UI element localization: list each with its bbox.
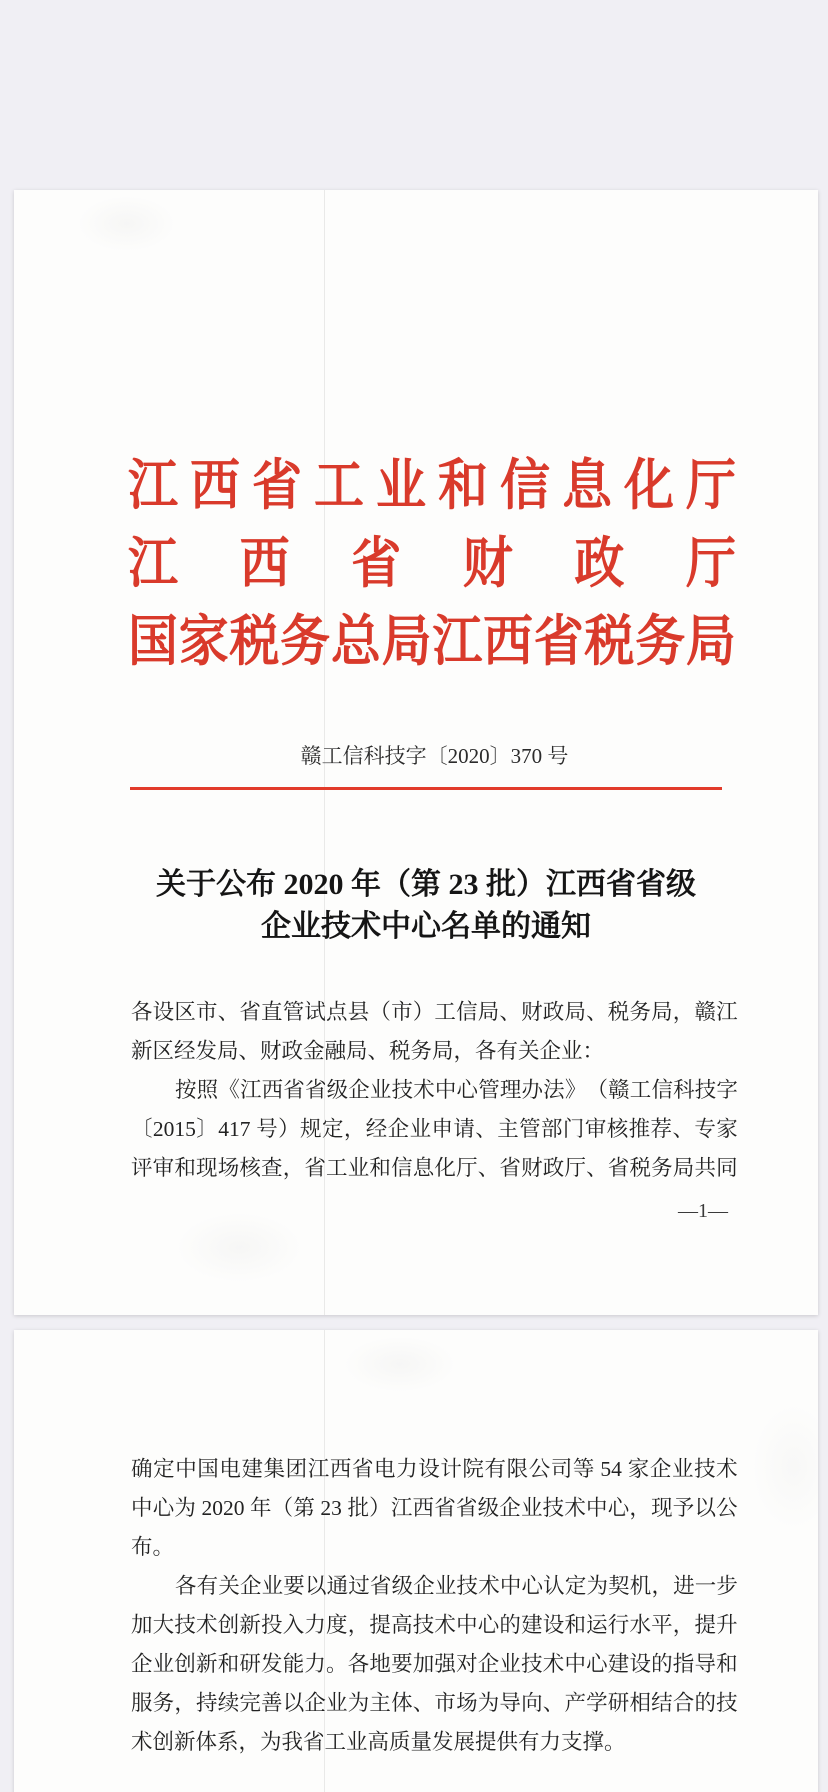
red-divider-rule xyxy=(130,787,722,790)
body-line: 按 照 《 江 西 省 省 级 企 业 技 术 中 心 管 理 办 法 》 （ 赣 工 信 科 技 字 xyxy=(175,1078,738,1102)
page-number: —1— xyxy=(678,1200,728,1222)
body-line: 服 务 ， 持 续 完 善 以 企 业 为 主 体 、 市 场 为 导 向 、 产 学 研 相 结 合 的 技 xyxy=(131,1691,738,1715)
document-page-1 xyxy=(14,190,818,1315)
body-line: 企 业 创 新 和 研 发 能 力 。 各 地 要 加 强 对 企 业 技 术 中 心 建 设 的 指 导 和 xyxy=(131,1652,738,1676)
letterhead-line-2: 江 西 省 财 政 厅 xyxy=(128,532,736,595)
body-line: 〔 2015 〕 417 号 ） 规 定 ， 经 企 业 申 请 、 主 管 部 门 审 核 推 荐 、 专 家 xyxy=(131,1117,738,1141)
body-line: 各 设 区 市 、 省 直 管 试 点 县 （ 市 ） 工 信 局 、 财 政 局 、 税 务 局 ， 赣 江 xyxy=(131,1000,738,1024)
letterhead-line-3: 国 家 税 务 总 局 江 西 省 税 务 局 xyxy=(128,610,736,673)
body-line: 确 定 中 国 电 建 集 团 江 西 省 电 力 设 计 院 有 限 公 司 等 54 家 企 业 技 术 xyxy=(131,1457,738,1481)
document-page-2 xyxy=(14,1330,818,1792)
notice-title-line-2: 企业技术中心名单的通知 xyxy=(261,910,591,943)
letterhead xyxy=(128,442,736,676)
document-reference-number: 赣工信科技字〔2020〕370 号 xyxy=(300,744,569,768)
notice-title-line-1: 关于公布 2020 年（第 23 批）江西省省级 xyxy=(156,868,696,901)
body-line: 术创新体系，为我省工业高质量发展提供有力支撑。 xyxy=(131,1730,626,1754)
body-paragraphs-page-1 xyxy=(131,993,738,1188)
body-line: 加 大 技 术 创 新 投 入 力 度 ， 提 高 技 术 中 心 的 建 设 和 运 行 水 平 ， 提 升 xyxy=(131,1613,738,1637)
notice-title xyxy=(74,864,778,948)
body-line: 新区经发局、财政金融局、税务局，各有关企业： xyxy=(131,1039,605,1063)
body-line: 布。 xyxy=(131,1535,175,1559)
letterhead-line-1: 江 西 省 工 业 和 信 息 化 厅 xyxy=(128,454,736,517)
body-line: 评 审 和 现 场 核 查 ， 省 工 业 和 信 息 化 厅 、 省 财 政 厅 、 省 税 务 局 共 同 xyxy=(131,1156,738,1180)
body-line: 各 有 关 企 业 要 以 通 过 省 级 企 业 技 术 中 心 认 定 为 契 机 ， 进 一 步 xyxy=(175,1574,738,1598)
body-paragraphs-page-2 xyxy=(131,1450,738,1762)
body-line: 中 心 为 2020 年 （ 第 23 批 ） 江 西 省 省 级 企 业 技 术 中 心 ， 现 予 以 公 xyxy=(131,1496,738,1520)
